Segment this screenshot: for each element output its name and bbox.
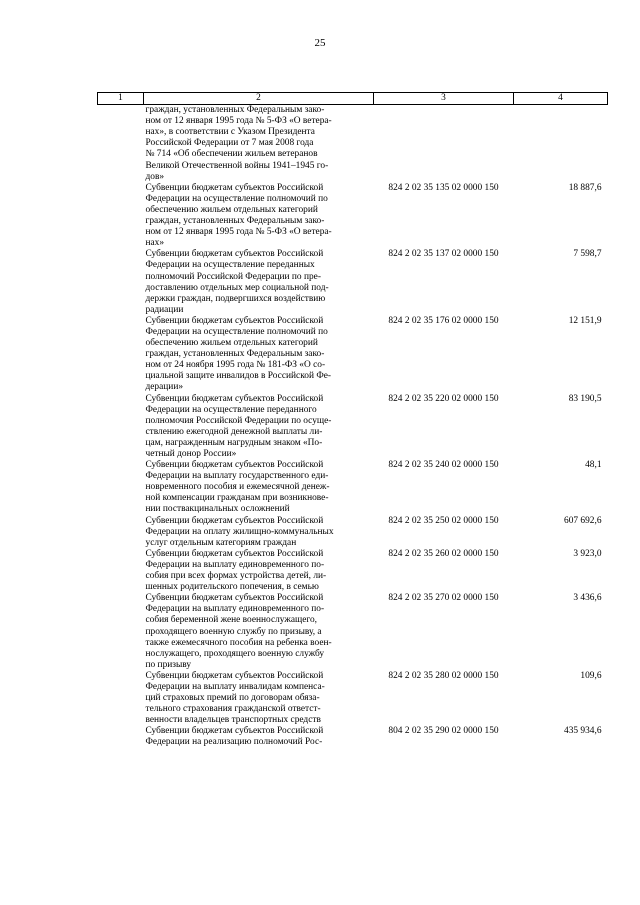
empty-cell — [98, 516, 144, 549]
amount-cell: 83 190,5 — [568, 393, 602, 404]
amount-cell: 7 598,7 — [573, 249, 602, 260]
table-row — [98, 183, 608, 250]
code-cell: 824 2 02 35 220 02 0000 150 — [388, 393, 499, 404]
amount-cell: 607 692,6 — [564, 515, 602, 526]
description-cell: Субвенции бюджетам субъектов Российской Федерации на выплату государственного еди- новременного пособия и ежемесячной денеж- ной компенсации гражданам при возникнове- нии поствакцинальных осложнений — [145, 460, 330, 515]
amount-cell: 3 923,0 — [573, 548, 602, 559]
description-cell: Субвенции бюджетам субъектов Российской Федерации на выплату инвалидам компенса- ций страховых премий по договорам обяза- тельного страхования гражданской ответст- венности владельцев транспортных средств — [145, 670, 325, 726]
empty-cell — [98, 394, 144, 461]
description-cell: Субвенции бюджетам субъектов Российской Федерации на выплату единовременного по- собия при всех формах устройства детей, ли- шенных родительского попечения, в семью — [145, 548, 327, 593]
description-cell: граждан, установленных Федеральным зако- ном от 12 января 1995 года № 5-ФЗ «О ветера- нах», в соответствии с Указом Президента Российской Федерации от 7 мая 2008 года № 714 «Об обеспечении жильем ветеранов Великой Отечественной войны 1941–1945 го- дов» — [145, 105, 332, 182]
empty-cell — [98, 460, 144, 515]
column-header-1: 1 — [98, 93, 144, 105]
table-row — [98, 394, 608, 461]
code-cell: 824 2 02 35 240 02 0000 150 — [388, 460, 499, 471]
empty-cell — [98, 549, 144, 593]
budget-table — [97, 92, 608, 749]
code-cell — [374, 105, 514, 183]
empty-cell — [98, 671, 144, 726]
description-cell: Субвенции бюджетам субъектов Российской Федерации на оплату жилищно-коммунальных услуг отдельным категориям граждан — [145, 515, 334, 548]
amount-cell: 109,6 — [580, 670, 602, 681]
code-cell: 804 2 02 35 290 02 0000 150 — [388, 726, 499, 737]
table-row — [98, 549, 608, 593]
code-cell: 824 2 02 35 135 02 0000 150 — [388, 182, 499, 193]
table-row — [98, 249, 608, 316]
description-cell: Субвенции бюджетам субъектов Российской Федерации на осуществление переданных полномочий Российской Федерации по пре- доставлению отдельных мер социальной под- держки граждан, подвергшихся воздействию радиации — [145, 249, 329, 315]
empty-cell — [98, 316, 144, 394]
empty-cell — [98, 183, 144, 250]
table-row — [98, 460, 608, 515]
code-cell: 824 2 02 35 260 02 0000 150 — [388, 548, 499, 559]
column-header-2: 2 — [144, 93, 374, 105]
table-row — [98, 316, 608, 394]
code-cell: 824 2 02 35 137 02 0000 150 — [388, 249, 499, 260]
amount-cell: 435 934,6 — [564, 726, 602, 737]
empty-cell — [98, 726, 144, 748]
table-row — [98, 671, 608, 726]
empty-cell — [98, 593, 144, 671]
description-cell: Субвенции бюджетам субъектов Российской Федерации на реализацию полномочий Рос- — [145, 726, 324, 748]
table-header-row — [98, 93, 608, 105]
amount-cell: 12 151,9 — [568, 315, 602, 326]
table-row — [98, 516, 608, 549]
code-cell: 824 2 02 35 176 02 0000 150 — [388, 315, 499, 326]
description-cell: Субвенции бюджетам субъектов Российской Федерации на осуществление переданного полномочия Российской Федерации по осуще- ствлению ежегодной денежной выплаты ли- цам, награжденным нагрудным знаком «По- четный донор России» — [145, 393, 332, 459]
amount-cell: 18 887,6 — [568, 182, 602, 193]
description-cell: Субвенции бюджетам субъектов Российской Федерации на осуществление полномочий по обеспечению жильем отдельных категорий граждан, установленных Федеральным зако- ном от 12 января 1995 года № 5-ФЗ «О ветера- нах» — [145, 182, 332, 249]
amount-cell: 3 436,6 — [573, 593, 602, 604]
page-number: 25 — [314, 37, 326, 49]
description-cell: Субвенции бюджетам субъектов Российской Федерации на осуществление полномочий по обеспечению жильем отдельных категорий граждан, установленных Федеральным зако- ном от 24 ноября 1995 года № 181-ФЗ «О со- циальной защите инвалидов в Российской Фе- дерации» — [145, 315, 332, 393]
table-row — [98, 593, 608, 671]
table-row — [98, 105, 608, 183]
amount-cell: 48,1 — [585, 460, 602, 471]
column-header-4: 4 — [514, 93, 608, 105]
empty-cell — [98, 249, 144, 316]
amount-cell — [514, 105, 608, 183]
code-cell: 824 2 02 35 280 02 0000 150 — [388, 670, 499, 681]
table-body — [98, 105, 608, 749]
code-cell: 824 2 02 35 270 02 0000 150 — [388, 593, 499, 604]
code-cell: 824 2 02 35 250 02 0000 150 — [388, 515, 499, 526]
empty-cell — [98, 105, 144, 183]
table-row — [98, 726, 608, 748]
column-header-3: 3 — [374, 93, 514, 105]
description-cell: Субвенции бюджетам субъектов Российской Федерации на выплату единовременного по- собия беременной жене военнослужащего, проходящего военную службу по призыву, а также ежемесячного пособия на ребенка воен- нослужащего, проходящего военную службу по призыву — [145, 593, 332, 670]
